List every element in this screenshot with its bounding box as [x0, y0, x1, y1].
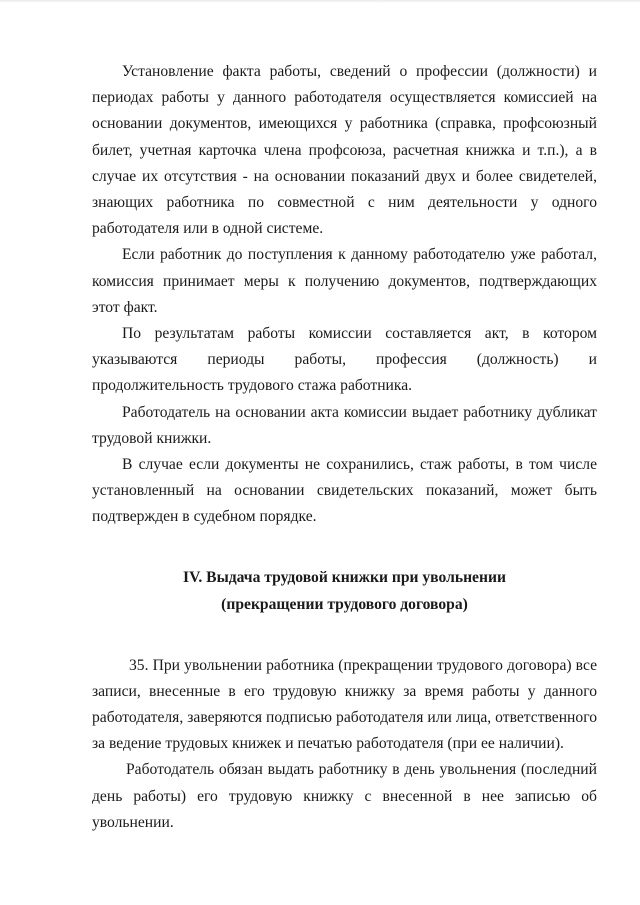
paragraph-duplicate-issue: Работодатель на основании акта комиссии выдает работнику дубликат трудовой книжки.	[92, 403, 597, 447]
paragraph-fact-of-work: Установление факта работы, сведений о профессии (должности) и периодах работы у данного работодателя осуществляется комиссией на основании документов, имеющихся у работника (справка, профсоюзный билет, учетная карточка члена профсоюза, расчетная книжка и т.п.), а в случае их отсутствия - на основании показаний двух и более свидетелей, знающих работника по совместной с ним деятельности у одного работодателя или в одной системе.	[92, 63, 597, 238]
paragraph-employer-obligation: Работодатель обязан выдать работнику в день увольнения (последний день работы) его трудовую книжку с внесенной в нее записью об увольнении.	[92, 761, 597, 831]
paragraph-commission-act: По результатам работы комиссии составляется акт, в котором указываются периоды работы, профессия (должность) и продолжительность трудового стажа работника.	[92, 325, 597, 395]
paragraph-previous-employment: Если работник до поступления к данному работодателю уже работал, комиссия принимает меры к получению документов, подтверждающих этот факт.	[92, 246, 597, 316]
paragraph-item-35: 35. При увольнении работника (прекращении трудового договора) все записи, внесенные в его трудовую книжку за время работы у данного работодателя, заверяются подписью работодателя или лица, ответственного за ведение трудовых книжек и печатью работодателя (при ее наличии).	[92, 656, 597, 753]
scan-top-edge	[0, 0, 640, 3]
spacer	[92, 531, 597, 564]
section-heading-line-1: IV. Выдача трудовой книжки при увольнении	[183, 568, 506, 586]
section-heading-line-2: (прекращении трудового договора)	[221, 595, 468, 613]
document-body	[92, 59, 597, 836]
paragraph-court-confirmation: В случае если документы не сохранились, стаж работы, в том числе установленный на основании свидетельских показаний, может быть подтвержден в судебном порядке.	[92, 456, 597, 526]
spacer	[92, 618, 597, 653]
